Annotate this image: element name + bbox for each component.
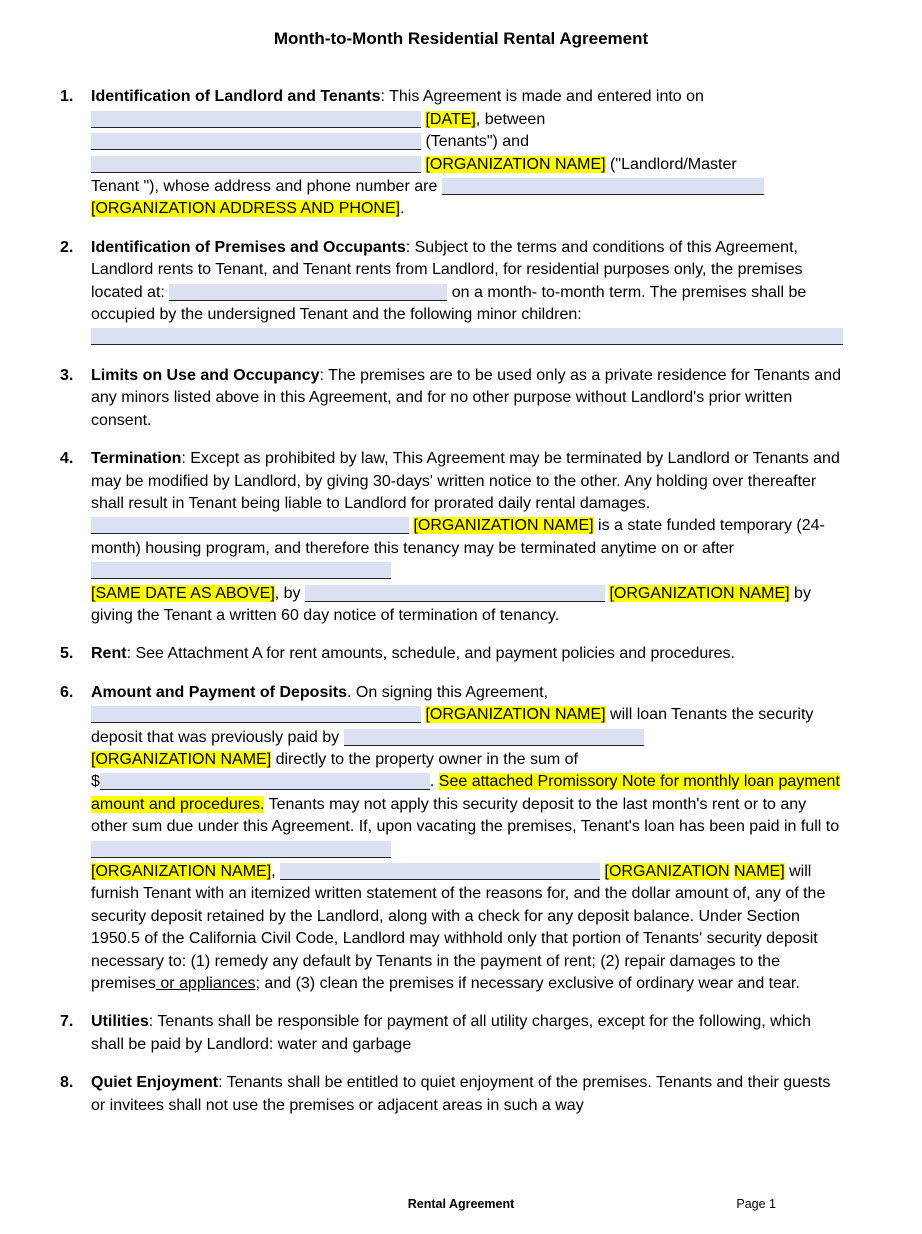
section-heading: Amount and Payment of Deposits <box>91 683 348 701</box>
footer-document-title: Rental Agreement <box>407 1197 515 1211</box>
body-text: is a state funded temporary (24-month) housing program, and therefore this tenancy may be terminated anytime on or after <box>91 517 825 557</box>
blank-form-field[interactable] <box>442 178 764 195</box>
highlighted-placeholder: [ORGANIZATION NAME] <box>425 155 606 173</box>
section-text <box>91 365 846 432</box>
section-number: 1. <box>60 88 74 106</box>
body-text: : Tenants shall be entitled to quiet enjoyment of the premises. Tenants and their guests or invitees shall not use the premises or adjacent areas in such a way <box>91 1074 831 1114</box>
body-text: Tenant "), whose address and phone number are <box>91 178 442 196</box>
section-2 <box>60 237 846 349</box>
body-text: $ <box>91 773 100 791</box>
body-text: directly to the property owner in the sum of <box>271 750 578 768</box>
section-heading: Rent <box>91 645 127 663</box>
body-text: , between <box>475 110 546 128</box>
section-7 <box>60 1011 846 1056</box>
section-text <box>91 1011 846 1056</box>
blank-form-field[interactable] <box>305 585 605 602</box>
body-text: . On signing this Agreement, <box>347 683 549 701</box>
body-text: : See Attachment A for rent amounts, schedule, and payment policies and procedures. <box>126 645 735 663</box>
section-number: 7. <box>60 1013 74 1031</box>
body-text: (Tenants") and <box>421 133 529 151</box>
section-8 <box>60 1072 846 1117</box>
body-text: : This Agreement is made and entered into on <box>380 88 704 106</box>
highlighted-placeholder: [ORGANIZATION NAME] <box>91 750 272 768</box>
section-5 <box>60 643 846 665</box>
body-text: Tenants may not apply this security deposit to the last month's rent or to any other sum due under this Agreement. If, upon vacating the premises, Tenant's loan has been paid in full to <box>91 795 840 836</box>
body-text: will loan Tenants the security deposit that was previously paid by <box>91 706 814 746</box>
section-text <box>91 448 846 627</box>
highlighted-placeholder: [ORGANIZATION NAME] <box>609 584 790 602</box>
highlighted-placeholder: [DATE] <box>425 110 476 128</box>
section-number: 5. <box>60 645 74 663</box>
body-text: . <box>400 200 405 218</box>
section-heading: Utilities <box>91 1013 149 1031</box>
document-sections <box>0 86 922 1117</box>
section-4 <box>60 448 846 627</box>
blank-form-field[interactable] <box>91 841 391 858</box>
body-text: by giving the Tenant a written 60 day notice of termination of tenancy. <box>91 584 811 624</box>
body-text <box>600 863 604 880</box>
blank-form-field[interactable] <box>91 517 409 534</box>
blank-form-field[interactable] <box>91 156 421 173</box>
body-text: ; and (3) clean the premises if necessary exclusive of ordinary wear and tear. <box>255 975 800 993</box>
highlighted-placeholder: NAME] <box>734 863 785 880</box>
section-heading: Identification of Premises and Occupants <box>91 238 406 256</box>
section-number: 3. <box>60 366 74 384</box>
section-number: 4. <box>60 450 74 468</box>
highlighted-placeholder: [SAME DATE AS ABOVE] <box>91 584 275 602</box>
body-text: . <box>429 773 439 791</box>
section-1 <box>60 86 846 220</box>
highlighted-placeholder: [ORGANIZATION NAME] <box>413 517 594 535</box>
highlighted-placeholder: [ORGANIZATION NAME] <box>91 863 272 880</box>
page-title: Month-to-Month Residential Rental Agreement <box>273 29 649 48</box>
blank-form-field[interactable] <box>169 284 447 301</box>
blank-form-field[interactable] <box>91 133 421 150</box>
section-heading: Limits on Use and Occupancy <box>91 366 320 384</box>
section-text <box>91 682 846 996</box>
section-text <box>91 86 846 220</box>
body-text: : Tenants shall be responsible for payment of all utility charges, except for the following, which shall be paid by Landlord: water and garbage <box>91 1013 812 1053</box>
section-text <box>91 643 846 665</box>
body-text: : Subject to the terms and conditions of this Agreement, Landlord rents to Tenant, and Tenant rents from Landlord, for residential purposes only, the premises located at: <box>91 238 803 301</box>
blank-form-field[interactable] <box>344 729 644 746</box>
highlighted-placeholder: See attached Promissory Note for monthly loan payment amount and procedures. <box>91 773 840 813</box>
body-text: on a month- to-month term. The premises shall be occupied by the undersigned Tenant and the following minor children: <box>91 283 807 324</box>
highlighted-placeholder: [ORGANIZATION <box>604 863 730 880</box>
blank-form-field[interactable] <box>91 562 391 579</box>
section-6 <box>60 682 846 996</box>
section-heading: Quiet Enjoyment <box>91 1074 219 1092</box>
section-number: 8. <box>60 1074 74 1092</box>
body-text: , by <box>274 584 305 602</box>
section-heading: Termination <box>91 450 182 468</box>
body-text: ("Landlord/Master <box>605 155 737 173</box>
section-text <box>91 1072 846 1117</box>
body-text: , <box>271 863 281 880</box>
blank-form-field[interactable] <box>91 328 843 345</box>
body-text: : Except as prohibited by law, This Agreement may be terminated by Landlord or Tenants and may be modified by Landlord, by giving 30-days' written notice to the other. Any holding over thereafter shall result in Tenant being liable to Landlord for prorated daily rental damages. <box>91 450 840 512</box>
footer-page-number: Page 1 <box>736 1197 776 1211</box>
blank-form-field[interactable] <box>91 111 421 128</box>
section-text <box>91 237 846 349</box>
section-heading: Identification of Landlord and Tenants <box>91 88 381 106</box>
blank-form-field[interactable] <box>91 706 421 723</box>
section-number: 2. <box>60 238 74 256</box>
blank-form-field[interactable] <box>280 863 600 880</box>
highlighted-placeholder: [ORGANIZATION NAME] <box>425 706 606 724</box>
blank-form-field[interactable] <box>100 773 430 790</box>
underlined-text: or appliances <box>155 975 256 993</box>
body-text: : The premises are to be used only as a private residence for Tenants and any minors listed above in this Agreement, and for no other purpose without Landlord's prior written consent. <box>91 366 841 429</box>
section-3 <box>60 365 846 432</box>
body-text: will furnish Tenant with an itemized written statement of the reasons for, and the dollar amount of, any of the security deposit retained by the Landlord, along with a check for any deposit balance. Under Section 1950.5 of the California Civil Code, Landlord may withhold only that portion of Tenants' security deposit necessary to: (1) remedy any default by Tenants in the payment of rent; (2) repair damages to the premises <box>91 863 826 993</box>
highlighted-placeholder: [ORGANIZATION ADDRESS AND PHONE] <box>91 200 401 218</box>
section-number: 6. <box>60 683 74 701</box>
